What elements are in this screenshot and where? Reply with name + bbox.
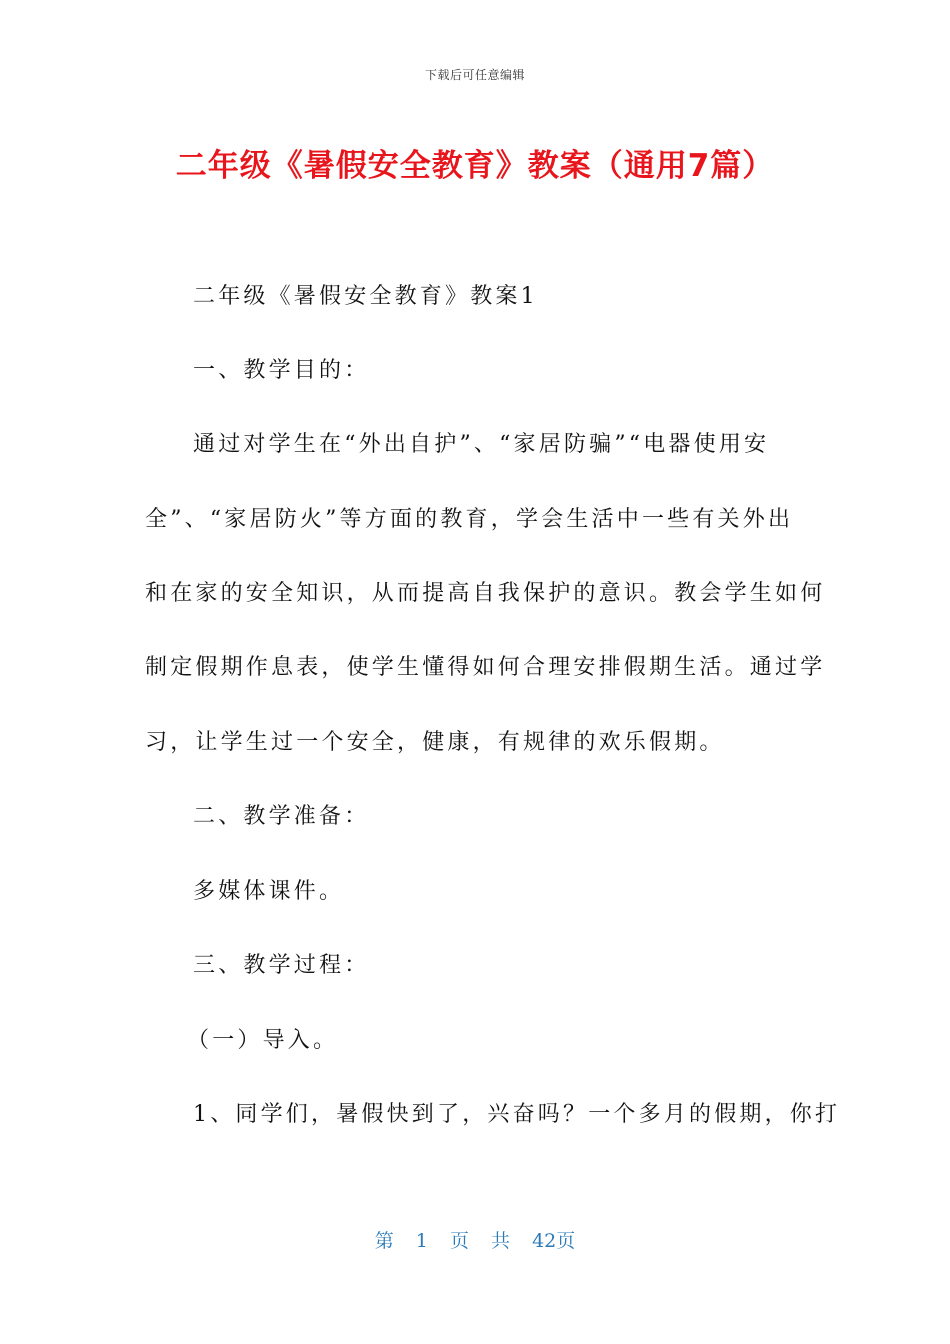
subsection-heading: 一、教学目的： bbox=[193, 358, 370, 383]
page-number: 1 bbox=[415, 1230, 428, 1252]
document-title: 二年级《暑假安全教育》教案（通用7篇） bbox=[175, 148, 775, 184]
subsection-heading: 二、教学准备： bbox=[193, 804, 370, 829]
subsection-heading: 三、教学过程： bbox=[193, 953, 370, 978]
paragraph-line: 多媒体课件。 bbox=[193, 879, 345, 904]
paragraph-line: 习，让学生过一个安全，健康，有规律的欢乐假期。 bbox=[145, 730, 725, 755]
subsection-heading: （一）导入。 bbox=[187, 1028, 339, 1053]
paragraph-line: 通过对学生在“外出自护”、“家居防骗”“电器使用安 bbox=[193, 432, 770, 457]
page-unit: 页 bbox=[449, 1230, 469, 1252]
page-label: 第 bbox=[374, 1230, 394, 1252]
total-label: 共 bbox=[491, 1230, 511, 1252]
header-note: 下载后可任意编辑 bbox=[424, 68, 525, 82]
paragraph-line: 1、同学们，暑假快到了，兴奋吗？一个多月的假期，你打 bbox=[193, 1102, 841, 1127]
paragraph-line: 和在家的安全知识，从而提高自我保护的意识。教会学生如何 bbox=[145, 581, 826, 606]
total-pages: 42页 bbox=[532, 1230, 576, 1252]
paragraph-line: 全”、“家居防火”等方面的教育，学会生活中一些有关外出 bbox=[145, 507, 794, 532]
paragraph-line: 制定假期作息表，使学生懂得如何合理安排假期生活。通过学 bbox=[145, 655, 826, 680]
section-heading: 二年级《暑假安全教育》教案1 bbox=[193, 284, 538, 309]
page-footer bbox=[0, 1226, 950, 1253]
